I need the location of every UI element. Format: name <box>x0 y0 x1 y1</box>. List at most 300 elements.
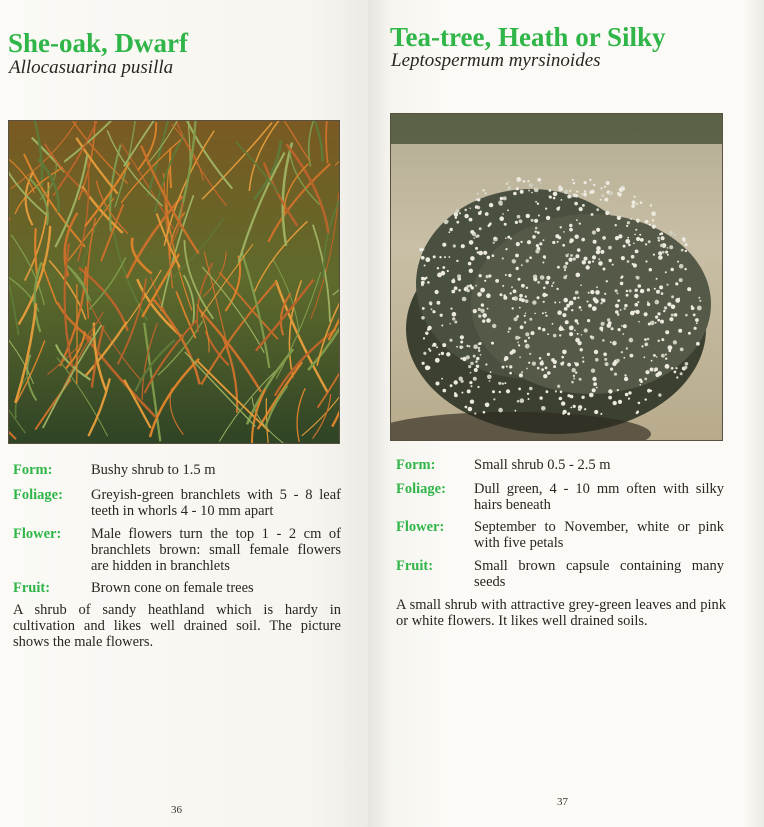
blossom-texture <box>623 324 627 328</box>
blossom-texture <box>543 239 545 241</box>
blossom-texture <box>656 356 658 358</box>
blossom-texture <box>442 243 446 247</box>
blossom-texture <box>581 309 583 311</box>
form-label: Form: <box>396 457 436 473</box>
blossom-texture <box>521 284 525 288</box>
blossom-texture <box>634 196 636 198</box>
blossom-texture <box>552 323 554 325</box>
blossom-texture <box>516 177 521 182</box>
blossom-texture <box>630 354 634 358</box>
blossom-texture <box>579 223 581 225</box>
blossom-texture <box>687 287 691 291</box>
blossom-texture <box>543 255 546 258</box>
blossom-texture <box>477 292 482 297</box>
blossom-texture <box>486 293 491 298</box>
blossom-texture <box>492 324 496 328</box>
blossom-texture <box>625 393 629 397</box>
blossom-texture <box>442 266 445 269</box>
blossom-texture <box>578 341 582 345</box>
blossom-texture <box>474 237 476 239</box>
blossom-texture <box>657 237 660 240</box>
blossom-texture <box>681 249 684 252</box>
blossom-texture <box>559 302 561 304</box>
blossom-texture <box>436 382 440 386</box>
blossom-texture <box>604 293 606 295</box>
blossom-texture <box>632 200 636 204</box>
blossom-texture <box>561 401 565 405</box>
blossom-texture <box>423 352 426 355</box>
blossom-texture <box>504 223 507 226</box>
blossom-texture <box>528 337 530 339</box>
left-page-number: 36 <box>171 804 182 816</box>
blossom-texture <box>545 281 549 285</box>
blossom-texture <box>506 366 508 368</box>
blossom-texture <box>443 389 447 393</box>
blossom-texture <box>555 390 557 392</box>
blossom-texture <box>456 260 458 262</box>
blossom-texture <box>576 191 578 193</box>
blossom-texture <box>458 279 460 281</box>
blossom-texture <box>562 313 566 317</box>
blossom-texture <box>473 309 477 313</box>
blossom-texture <box>653 254 655 256</box>
blossom-texture <box>487 375 492 380</box>
blossom-texture <box>545 367 548 370</box>
blossom-texture <box>489 380 491 382</box>
blossom-texture <box>621 325 623 327</box>
blossom-texture <box>538 215 540 217</box>
blossom-texture <box>565 320 569 324</box>
blossom-texture <box>532 235 536 239</box>
blossom-texture <box>477 193 479 195</box>
blossom-texture <box>630 311 635 316</box>
blossom-texture <box>635 250 639 254</box>
blossom-texture <box>540 275 545 280</box>
blossom-texture <box>560 226 562 228</box>
blossom-texture <box>513 192 517 196</box>
blossom-texture <box>429 350 431 352</box>
blossom-texture <box>569 332 573 336</box>
blossom-texture <box>640 238 644 242</box>
blossom-texture <box>542 293 546 297</box>
blossom-texture <box>466 355 470 359</box>
blossom-texture <box>639 234 641 236</box>
blossom-texture <box>518 278 521 281</box>
blossom-texture <box>635 303 639 307</box>
blossom-texture <box>512 307 514 309</box>
blossom-texture <box>571 381 574 384</box>
blossom-texture <box>539 242 542 245</box>
blossom-texture <box>643 356 645 358</box>
blossom-texture <box>469 208 471 210</box>
blossom-texture <box>655 300 660 305</box>
fruit-label: Fruit: <box>13 580 51 596</box>
blossom-texture <box>655 368 657 370</box>
blossom-texture <box>645 220 649 224</box>
blossom-texture <box>537 231 540 234</box>
blossom-texture <box>460 341 463 344</box>
blossom-texture <box>559 397 563 401</box>
blossom-texture <box>469 240 474 245</box>
blossom-texture <box>476 357 479 360</box>
blossom-texture <box>431 308 433 310</box>
blossom-texture <box>430 303 433 306</box>
blossom-texture <box>470 256 475 261</box>
blossom-texture <box>685 314 688 317</box>
blossom-texture <box>525 344 530 349</box>
fruit-value: Small brown capsule containing many seeds <box>474 558 724 590</box>
right-description: A small shrub with attractive grey-green leaves and pink or white flowers. It likes well drained soils. <box>396 597 726 629</box>
blossom-texture <box>594 299 599 304</box>
blossom-texture <box>609 191 613 195</box>
blossom-texture <box>492 390 495 393</box>
blossom-texture <box>531 219 534 222</box>
blossom-texture <box>507 186 511 190</box>
blossom-texture <box>612 264 614 266</box>
blossom-texture <box>570 407 572 409</box>
blossom-texture <box>498 382 501 385</box>
blossom-texture <box>502 285 504 287</box>
blossom-texture <box>658 251 662 255</box>
blossom-texture <box>569 190 571 192</box>
blossom-texture <box>658 255 663 260</box>
blossom-texture <box>615 304 619 308</box>
blossom-texture <box>553 192 558 197</box>
blossom-texture <box>551 358 555 362</box>
blossom-texture <box>615 224 617 226</box>
blossom-texture <box>421 256 425 260</box>
blossom-texture <box>617 216 621 220</box>
blossom-texture <box>438 354 440 356</box>
blossom-texture <box>421 283 424 286</box>
blossom-texture <box>526 259 529 262</box>
blossom-texture <box>591 213 594 216</box>
blossom-texture <box>636 237 640 241</box>
blossom-texture <box>475 361 477 363</box>
blossom-texture <box>584 190 586 192</box>
blossom-texture <box>525 295 527 297</box>
blossom-texture <box>520 325 524 329</box>
blossom-texture <box>474 412 476 414</box>
blossom-texture <box>507 181 509 183</box>
blossom-texture <box>606 280 608 282</box>
blossom-texture <box>671 314 674 317</box>
blossom-texture <box>627 237 629 239</box>
blossom-texture <box>665 364 670 369</box>
blossom-texture <box>661 236 665 240</box>
blossom-texture <box>460 335 464 339</box>
blossom-texture <box>478 251 483 256</box>
blossom-texture <box>596 352 598 354</box>
blossom-texture <box>600 413 602 415</box>
blossom-texture <box>554 302 556 304</box>
blossom-texture <box>641 345 643 347</box>
blossom-texture <box>508 331 510 333</box>
blossom-texture <box>633 243 635 245</box>
blossom-texture <box>508 327 511 330</box>
blossom-texture <box>537 281 540 284</box>
right-page-number: 37 <box>557 796 568 808</box>
blossom-texture <box>579 378 582 381</box>
blossom-texture <box>617 192 620 195</box>
blossom-texture <box>564 190 569 195</box>
blossom-texture <box>441 352 444 355</box>
form-value: Bushy shrub to 1.5 m <box>91 462 216 478</box>
blossom-texture <box>546 216 550 220</box>
blossom-texture <box>525 312 527 314</box>
blossom-texture <box>505 274 507 276</box>
blossom-texture <box>508 274 511 277</box>
blossom-texture <box>557 266 560 269</box>
blossom-texture <box>596 250 600 254</box>
blossom-texture <box>440 314 443 317</box>
blossom-texture <box>579 306 582 309</box>
blossom-texture <box>658 393 661 396</box>
blossom-texture <box>661 292 664 295</box>
blossom-texture <box>574 202 578 206</box>
blossom-texture <box>512 259 516 263</box>
blossom-texture <box>547 353 550 356</box>
blossom-texture <box>473 355 476 358</box>
blossom-texture <box>534 219 538 223</box>
blossom-texture <box>592 388 596 392</box>
blossom-texture <box>507 209 509 211</box>
blossom-texture <box>454 286 458 290</box>
blossom-texture <box>605 211 609 215</box>
blossom-texture <box>516 187 519 190</box>
blossom-texture <box>520 241 522 243</box>
blossom-texture <box>677 261 679 263</box>
blossom-texture <box>652 219 654 221</box>
blossom-texture <box>492 254 495 257</box>
blossom-texture <box>437 301 441 305</box>
blossom-texture <box>519 294 523 298</box>
blossom-texture <box>502 383 504 385</box>
blossom-texture <box>653 354 656 357</box>
blossom-texture <box>610 368 613 371</box>
blossom-texture <box>673 340 677 344</box>
blossom-texture <box>470 286 473 289</box>
blossom-texture <box>598 258 600 260</box>
blossom-texture <box>450 308 452 310</box>
blossom-texture <box>455 216 458 219</box>
blossom-texture <box>574 362 576 364</box>
blossom-texture <box>423 337 425 339</box>
blossom-texture <box>493 398 495 400</box>
blossom-texture <box>626 294 629 297</box>
blossom-texture <box>523 180 526 183</box>
blossom-texture <box>487 308 489 310</box>
blossom-texture <box>624 374 626 376</box>
form-value: Small shrub 0.5 - 2.5 m <box>474 457 611 473</box>
blossom-texture <box>600 250 604 254</box>
blossom-texture <box>460 357 462 359</box>
blossom-texture <box>505 248 507 250</box>
flower-value: Male flowers turn the top 1 - 2 cm of branchlets brown: small female flowers are hidden in branchlets <box>91 526 341 574</box>
blossom-texture <box>583 193 587 197</box>
blossom-texture <box>535 201 537 203</box>
blossom-texture <box>478 347 481 350</box>
blossom-texture <box>425 332 428 335</box>
blossom-texture <box>466 345 468 347</box>
blossom-texture <box>605 362 609 366</box>
blossom-texture <box>546 390 549 393</box>
blossom-texture <box>502 366 505 369</box>
blossom-texture <box>577 248 581 252</box>
blossom-texture <box>479 227 482 230</box>
blossom-texture <box>447 270 449 272</box>
blossom-texture <box>515 336 519 340</box>
right-scientific-name: Leptospermum myrsinoides <box>391 50 601 71</box>
blossom-texture <box>493 242 495 244</box>
blossom-texture <box>536 244 539 247</box>
blossom-texture <box>596 228 600 232</box>
blossom-texture <box>638 321 640 323</box>
blossom-texture <box>660 320 664 324</box>
blossom-texture <box>563 410 567 414</box>
blossom-texture <box>543 301 545 303</box>
blossom-texture <box>531 192 533 194</box>
blossom-texture <box>588 304 592 308</box>
blossom-texture <box>526 287 528 289</box>
blossom-texture <box>669 245 673 249</box>
blossom-texture <box>528 362 530 364</box>
blossom-texture <box>547 371 551 375</box>
blossom-texture <box>573 375 575 377</box>
blossom-texture <box>592 255 596 259</box>
blossom-texture <box>563 298 568 303</box>
blossom-texture <box>589 393 594 398</box>
blossom-texture <box>529 353 531 355</box>
blossom-texture <box>671 305 676 310</box>
blossom-texture <box>513 289 517 293</box>
blossom-texture <box>679 278 683 282</box>
blossom-texture <box>510 292 512 294</box>
blossom-texture <box>636 219 640 223</box>
blossom-texture <box>579 207 583 211</box>
blossom-texture <box>456 221 459 224</box>
blossom-texture <box>524 340 527 343</box>
blossom-texture <box>601 194 604 197</box>
blossom-texture <box>479 274 482 277</box>
blossom-texture <box>529 256 532 259</box>
blossom-texture <box>640 201 643 204</box>
blossom-texture <box>685 243 688 246</box>
blossom-texture <box>584 181 587 184</box>
blossom-texture <box>588 292 590 294</box>
blossom-texture <box>592 306 597 311</box>
blossom-texture <box>515 410 517 412</box>
blossom-texture <box>569 228 573 232</box>
blossom-texture <box>444 256 446 258</box>
blossom-texture <box>593 240 597 244</box>
blossom-texture <box>553 197 556 200</box>
blossom-texture <box>628 244 631 247</box>
blossom-texture <box>671 268 674 271</box>
blossom-texture <box>654 370 656 372</box>
blossom-texture <box>665 271 667 273</box>
blossom-texture <box>671 367 674 370</box>
blossom-texture <box>563 265 567 269</box>
blossom-texture <box>479 342 482 345</box>
branchlet-texture <box>170 148 171 188</box>
blossom-texture <box>572 179 574 181</box>
blossom-texture <box>524 321 526 323</box>
blossom-texture <box>574 329 576 331</box>
blossom-texture <box>467 389 471 393</box>
blossom-texture <box>582 357 584 359</box>
foliage-label: Foliage: <box>13 487 63 503</box>
blossom-texture <box>620 309 622 311</box>
she-oak-photo <box>8 120 340 444</box>
blossom-texture <box>638 402 641 405</box>
blossom-texture <box>569 258 573 262</box>
blossom-texture <box>575 291 579 295</box>
right-title: Tea-tree, Heath or Silky <box>390 22 666 52</box>
blossom-texture <box>503 294 506 297</box>
blossom-texture <box>575 372 577 374</box>
blossom-texture <box>592 377 596 381</box>
blossom-texture <box>604 358 607 361</box>
blossom-texture <box>545 315 547 317</box>
blossom-texture <box>567 412 570 415</box>
blossom-texture <box>516 267 519 270</box>
blossom-texture <box>450 228 453 231</box>
blossom-texture <box>626 290 628 292</box>
blossom-texture <box>665 330 669 334</box>
blossom-texture <box>469 381 472 384</box>
blossom-texture <box>468 345 470 347</box>
blossom-texture <box>644 338 647 341</box>
blossom-texture <box>552 241 555 244</box>
blossom-texture <box>539 396 542 399</box>
blossom-texture <box>639 384 641 386</box>
blossom-texture <box>647 288 650 291</box>
blossom-texture <box>698 297 700 299</box>
blossom-texture <box>570 238 574 242</box>
blossom-texture <box>688 332 691 335</box>
blossom-texture <box>602 236 606 240</box>
blossom-texture <box>461 392 463 394</box>
blossom-texture <box>593 184 595 186</box>
blossom-texture <box>446 352 450 356</box>
blossom-texture <box>608 246 612 250</box>
blossom-texture <box>461 346 463 348</box>
blossom-texture <box>535 249 539 253</box>
blossom-texture <box>482 319 485 322</box>
blossom-texture <box>601 298 604 301</box>
blossom-texture <box>535 227 538 230</box>
blossom-texture <box>470 400 474 404</box>
blossom-texture <box>519 373 523 377</box>
blossom-texture <box>635 289 638 292</box>
blossom-texture <box>635 310 639 314</box>
blossom-texture <box>422 362 425 365</box>
blossom-texture <box>547 333 549 335</box>
blossom-texture <box>565 275 567 277</box>
blossom-texture <box>427 328 430 331</box>
blossom-texture <box>549 189 552 192</box>
blossom-texture <box>520 398 525 403</box>
blossom-texture <box>617 292 619 294</box>
blossom-texture <box>596 208 599 211</box>
blossom-texture <box>647 389 651 393</box>
blossom-texture <box>652 225 656 229</box>
blossom-texture <box>637 301 639 303</box>
blossom-texture <box>608 396 612 400</box>
blossom-texture <box>537 296 540 299</box>
blossom-texture <box>637 411 640 414</box>
